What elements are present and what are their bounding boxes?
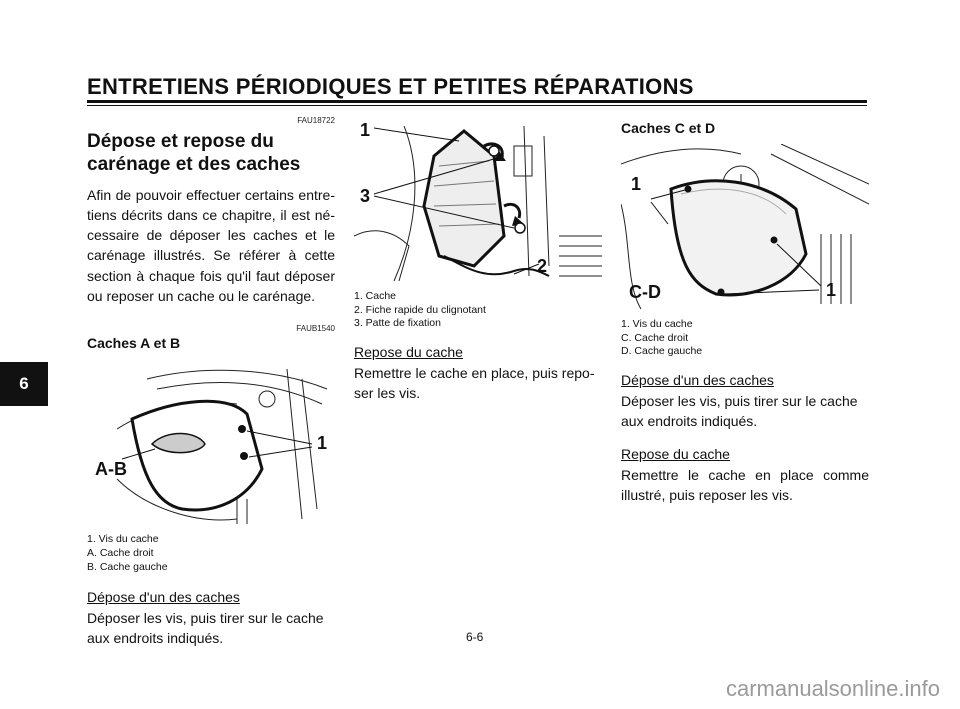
legend-item: C. Cache droit (621, 331, 689, 344)
callout-1-b: 1 (826, 280, 837, 300)
installation-heading: Repose du cache (354, 343, 463, 360)
figure-label-ab: A-B (95, 459, 127, 480)
watermark: carmanualsonline.info (725, 676, 940, 701)
installation-heading: Repose du cache (621, 446, 730, 463)
installation-text: Remettre le cache en place comme illustré, puis reposer les vis. (621, 466, 869, 503)
page-number: 6-6 (466, 630, 484, 644)
column-2 (354, 112, 602, 403)
legend-item: 3. Patte de fixation (354, 317, 441, 330)
installation-text: Remettre le cache en place, puis reposer les vis. (354, 364, 595, 401)
callout-1: 1 (360, 120, 371, 140)
figure-label-cd: C-D (629, 282, 661, 302)
legend-item: B. Cache gauche (87, 560, 168, 573)
header-rule-thin (87, 105, 867, 106)
callout-1: 1 (317, 433, 328, 454)
legend-item: D. Cache gauche (621, 345, 703, 358)
legend-item: 1. Vis du cache (87, 533, 159, 546)
figure-cache-detail (354, 116, 602, 286)
callout-3: 3 (360, 186, 371, 206)
legend-detail (354, 290, 602, 331)
figure-cache-cd (621, 144, 869, 314)
column-3 (621, 112, 869, 505)
subsection-title-cd: Caches C et D (621, 120, 716, 136)
illustration-cache-ab (87, 359, 335, 529)
header-rule (87, 100, 867, 103)
subsection-title-ab: Caches A et B (87, 335, 181, 352)
removal-heading: Dépose d'un des caches (87, 589, 240, 606)
legend-item: 1. Cache (354, 290, 397, 302)
intro-text: Afin de pouvoir effectuer certains entretiens décrits dans ce chapitre, il est nécessaire de déposer les caches et le carénage illustrés. Se référer à cette section à chaque fois qu'il faut déposer ou reposer un cache ou le carénage. (87, 186, 335, 305)
legend-cd (621, 318, 869, 359)
legend-item: 1. Vis du cache (621, 318, 693, 330)
callout-1: 1 (631, 174, 642, 194)
removal-text: Déposer les vis, puis tirer sur le cache aux endroits indiqués. (87, 609, 324, 647)
column-1 (87, 112, 335, 648)
chapter-tab: 6 (0, 362, 48, 406)
removal-text: Déposer les vis, puis tirer sur le cache aux endroits indiqués. (621, 392, 858, 429)
legend-item: 2. Fiche rapide du clignotant (354, 303, 486, 316)
legend-item: A. Cache droit (87, 547, 154, 560)
illustration-cache-detail (354, 116, 602, 286)
section-title: Dépose et repose du carénage et des caches (87, 131, 301, 175)
callout-2: 2 (537, 256, 548, 276)
reference-code-2: FAUB1540 (296, 324, 335, 334)
removal-heading: Dépose d'un des caches (621, 371, 774, 388)
figure-cache-ab (87, 359, 335, 529)
reference-code: FAU18722 (297, 116, 335, 125)
legend-ab (87, 533, 335, 574)
header-title: ENTRETIENS PÉRIODIQUES ET PETITES RÉPARATIONS (87, 74, 694, 99)
